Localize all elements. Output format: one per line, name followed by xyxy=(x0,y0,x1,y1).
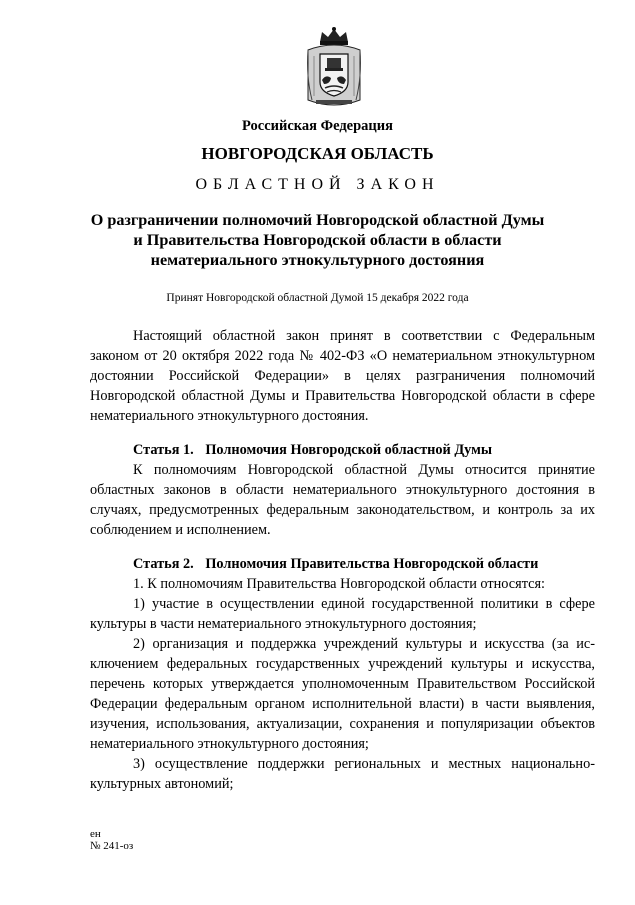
article-2-title: Полномочия Правительства Новгородской области xyxy=(205,556,539,572)
law-body xyxy=(90,326,595,794)
preamble: Настоящий областной закон принят в соответствии с Федеральным законом от 20 октября 2022 года № 402-ФЗ «О нематериальном этнокультурном достоянии Российской Федерации» в целях разграничения полномочий Новгородской областной Думы и Правительства Новгородской области в сфере нематериального этнокультурного достояния. xyxy=(90,328,595,424)
country-name: Российская Федерация xyxy=(242,118,393,134)
article-1-title: Полномочия Новгородской областной Думы xyxy=(205,442,493,458)
document-type: ОБЛАСТНОЙ ЗАКОН xyxy=(195,176,440,193)
footer xyxy=(90,828,133,852)
article-2-item-2: 2) организация и поддержка учреждений культуры и искусства (за исключением федеральных государственных учреждений культуры и искусства, перечень которых утверждается уполномоченным Правительством Российской Федерации федеральным органом исполнительной власти) в части выявления, изучения, использования, актуализации, сохранения и популяризации объектов нематериального этнокультурного достояния; xyxy=(90,636,595,752)
law-title-line-3: нематериального этнокультурного достояния xyxy=(150,251,485,269)
coat-of-arms-icon xyxy=(300,26,368,110)
article-1-heading xyxy=(90,440,595,460)
law-title-line-2: и Правительства Новгородской области в области xyxy=(133,231,502,249)
article-2-intro: 1. К полномочиям Правительства Новгородской области относятся: xyxy=(133,576,546,592)
article-2-heading xyxy=(90,554,595,574)
article-1-number: Статья 1. xyxy=(133,442,194,458)
footer-law-number: № 241-оз xyxy=(90,840,134,852)
article-2-item-3: 3) осуществление поддержки региональных и местных национально-культурных автономий; xyxy=(90,756,595,792)
adoption-note: Принят Новгородской областной Думой 15 декабря 2022 года xyxy=(166,292,469,304)
law-title xyxy=(0,210,635,270)
law-title-line-1: О разграничении полномочий Новгородской областной Думы xyxy=(90,211,545,229)
footer-initials: ен xyxy=(90,828,101,840)
region-name: НОВГОРОДСКАЯ ОБЛАСТЬ xyxy=(201,144,434,163)
article-2-number: Статья 2. xyxy=(133,556,194,572)
article-2-item-1: 1) участие в осуществлении единой государственной политики в сфере культуры в части нематериального этнокультурного достояния; xyxy=(90,596,595,632)
article-1-text: К полномочиям Новгородской областной Думы относится принятие областных законов в области нематериального этнокультурного достояния в случаях, предусмотренных федеральным законодательством, и контроль за их соблюдением и исполнением. xyxy=(90,462,595,538)
